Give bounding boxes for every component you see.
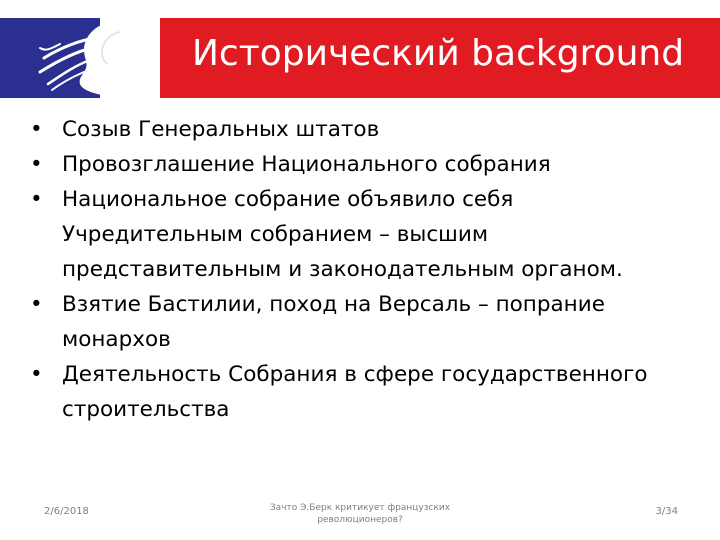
bullet-text: Созыв Генеральных штатов — [62, 117, 380, 142]
bullet-list — [28, 112, 698, 427]
bullet-dot-icon: • — [30, 362, 43, 387]
bullet-list-container — [28, 112, 698, 427]
bullet-dot-icon: • — [30, 187, 43, 212]
bullet-dot-icon: • — [30, 292, 43, 317]
bullet-text: Деятельность Собрания в сфере государственного строительства — [62, 362, 648, 422]
footer-date: 2/6/2018 — [44, 506, 89, 517]
bullet-text: Провозглашение Национального собрания — [62, 152, 551, 177]
bullet-item — [28, 357, 698, 427]
bullet-dot-icon: • — [30, 152, 43, 177]
bullet-item — [28, 182, 698, 287]
title-banner — [0, 18, 720, 98]
bullet-text: Национальное собрание объявило себя Учредительным собранием – высшим представительным и законодательным органом. — [62, 187, 623, 282]
slide-title: Исторический background — [192, 33, 685, 74]
bullet-item — [28, 112, 698, 147]
footer-caption: Зачто Э.Берк критикует французских революционеров? — [269, 503, 451, 525]
bullet-text: Взятие Бастилии, поход на Версаль – попрание монархов — [62, 292, 605, 352]
bullet-item — [28, 147, 698, 182]
marianne-logo-icon — [0, 18, 180, 98]
bullet-item — [28, 287, 698, 357]
slide-number: 3/34 — [655, 506, 678, 517]
bullet-dot-icon: • — [30, 117, 43, 142]
